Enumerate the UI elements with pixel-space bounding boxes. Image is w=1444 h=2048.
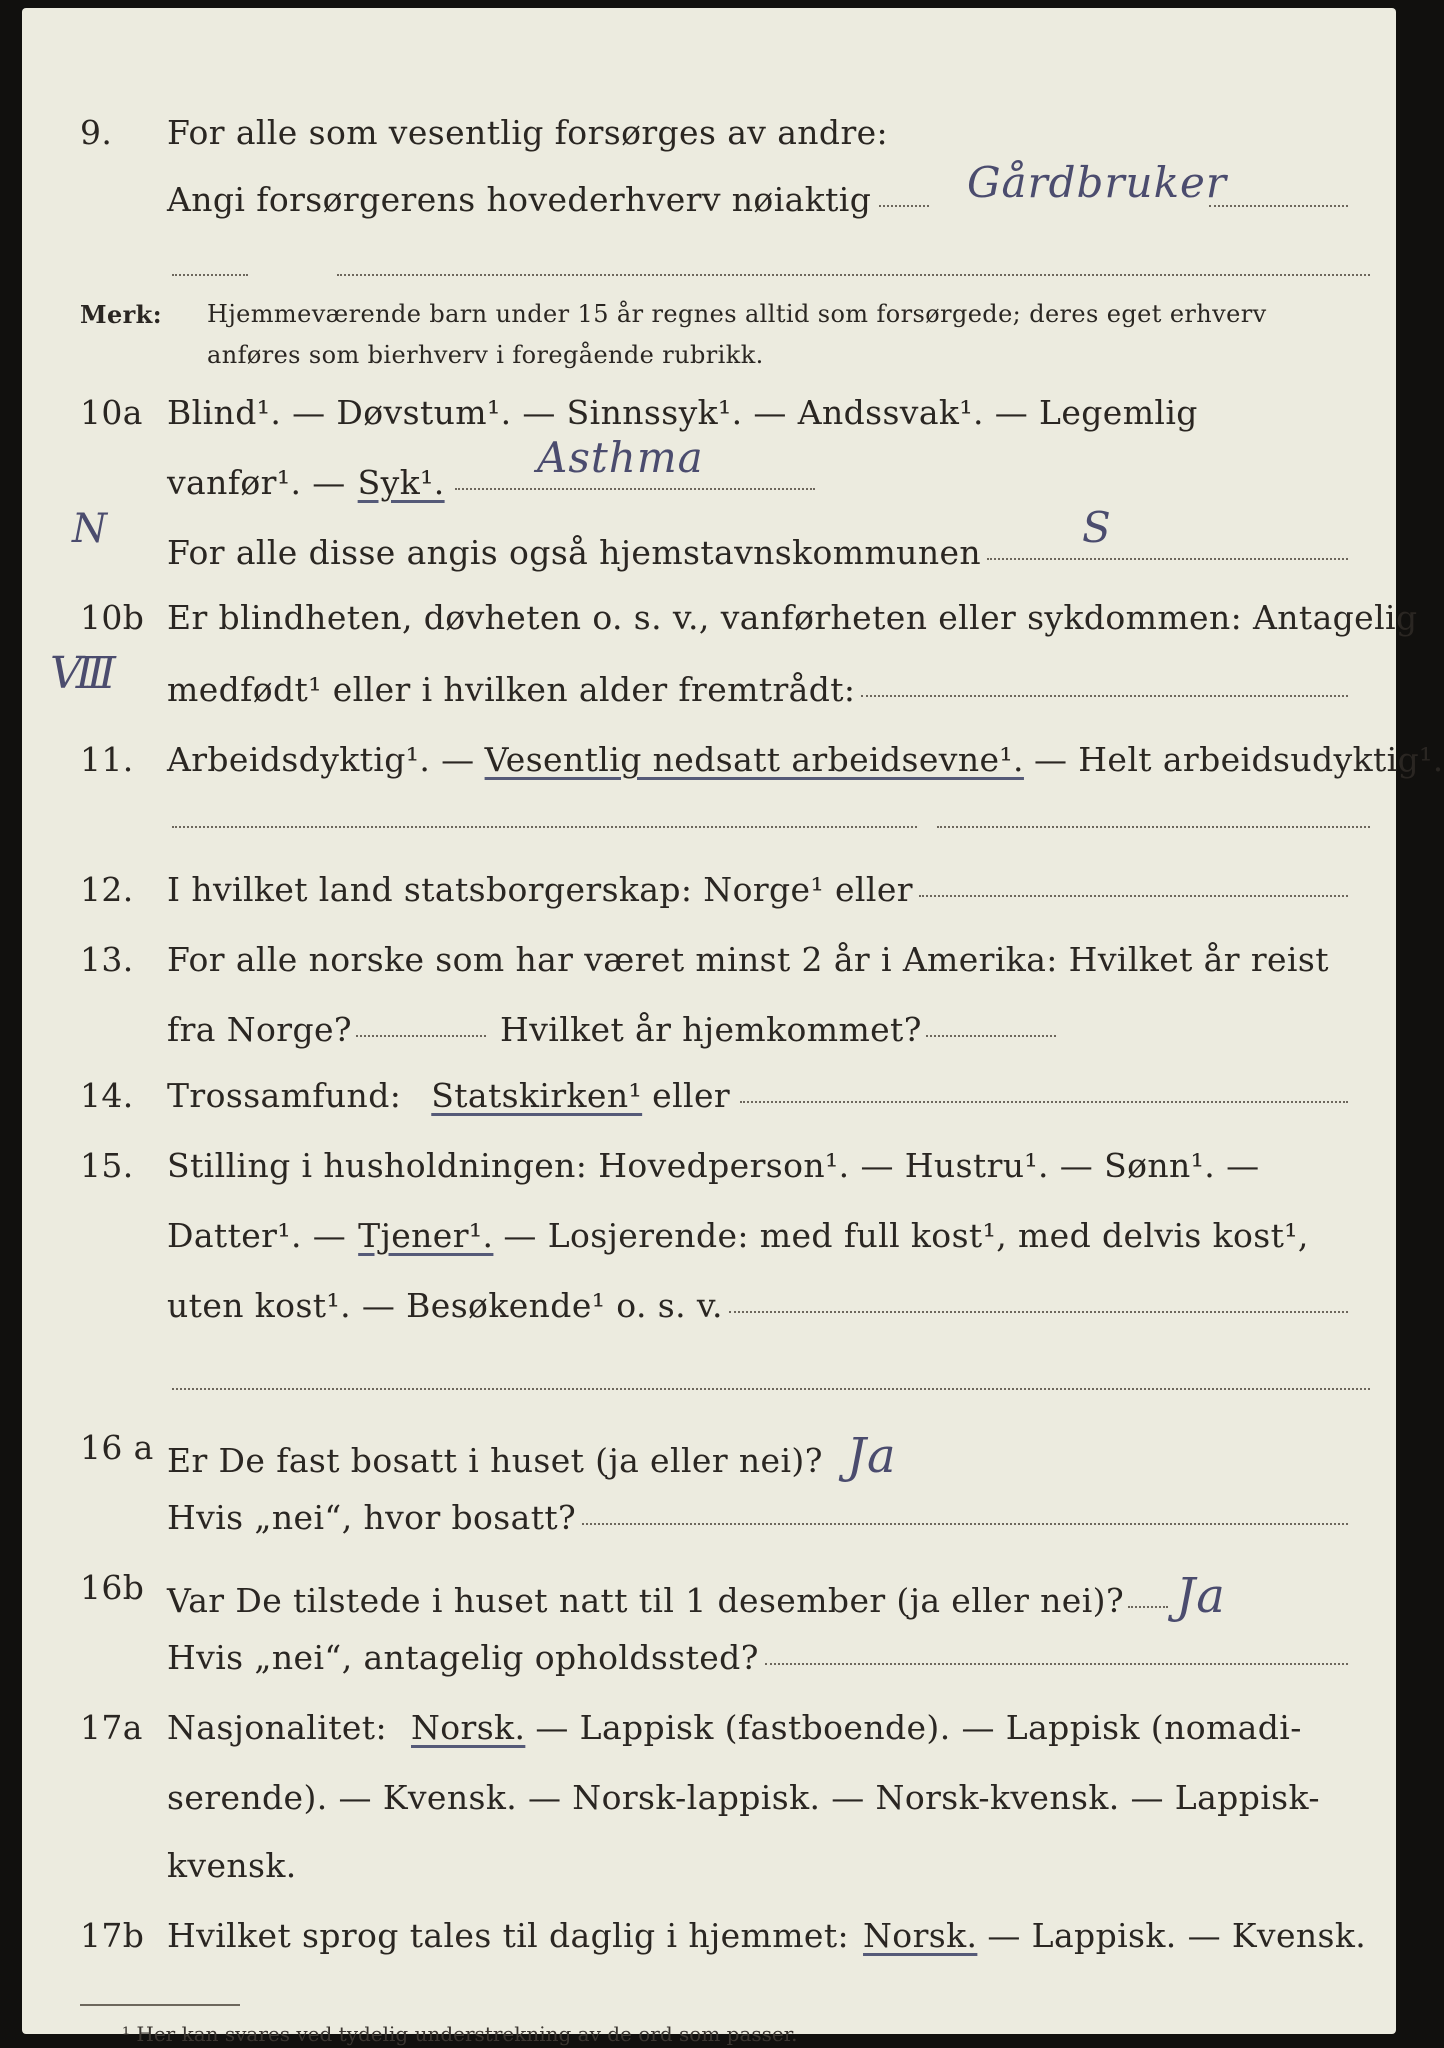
q16a-answer-handwritten[interactable]: Ja [846, 1428, 897, 1484]
q9-answer-handwritten[interactable]: Gårdbruker [967, 158, 1227, 207]
q16b-text2: Hvis „nei“, antagelig opholdssted? [167, 1638, 759, 1677]
merk-text1: Hjemmeværende barn under 15 år regnes alltid som forsørgede; deres eget erhverv [207, 300, 1267, 328]
q15-text1: Stilling i husholdningen: Hovedperson¹. — Hustru¹. — Sønn¹. — [167, 1146, 1260, 1185]
q10b-text2: medfødt¹ eller i hvilken alder fremtrådt: [167, 670, 856, 709]
q14-answer-line [740, 1101, 1348, 1103]
q10a-text1: Blind¹. — Døvstum¹. — Sinnssyk¹. — Andssvak¹. — Legemlig [167, 393, 1198, 432]
q13-text2b: Hvilket år hjemkommet? [500, 1010, 922, 1049]
q15-text3: uten kost¹. — Besøkende¹ o. s. v. [167, 1286, 723, 1325]
q10a-margin-mark: N [72, 506, 108, 552]
q14-number: 14. [80, 1076, 134, 1115]
q12-number: 12. [80, 870, 134, 909]
q9-number: 9. [80, 113, 113, 152]
q11-opt3: — Helt arbeidsudyktig¹. [1033, 740, 1444, 779]
q10a-answer-handwritten[interactable]: Asthma [537, 433, 704, 482]
q17a-norsk-underlined: Norsk. [411, 1708, 526, 1747]
q17b-norsk-underlined: Norsk. [863, 1916, 978, 1955]
q14-prefix: Trossamfund: [167, 1076, 402, 1115]
q15-tjener-underlined: Tjener¹. [358, 1216, 494, 1255]
q14-suffix: eller [652, 1076, 731, 1115]
q10a-number: 10a [80, 393, 143, 432]
q17a-prefix: Nasjonalitet: [167, 1708, 387, 1747]
q13-text2a: fra Norge? [167, 1010, 353, 1049]
merk-text2: anføres som bierhverv i foregående rubrikk. [207, 341, 764, 369]
q16a-number: 16 a [80, 1428, 154, 1467]
q9-text2: Angi forsørgerens hovederhverv nøiaktig [167, 180, 872, 219]
q14-statskirken-underlined: Statskirken¹ [431, 1076, 643, 1115]
q17b-number: 17b [80, 1916, 145, 1955]
q9-dotted-fill [879, 205, 929, 207]
q16a-answer-line [582, 1523, 1348, 1525]
census-form-page [22, 8, 1444, 2046]
q11-continuation-dots-b [937, 826, 1370, 828]
q16b-number: 16b [80, 1568, 145, 1607]
q17b-suffix: — Lappisk. — Kvensk. [987, 1916, 1367, 1955]
q15-text2a: Datter¹. — [167, 1216, 347, 1255]
q13-hjemkommet-line [926, 1035, 1056, 1037]
q15-number: 15. [80, 1146, 134, 1185]
q9-answer-line [1209, 205, 1348, 207]
q16b-answer-handwritten[interactable]: Ja [1176, 1568, 1226, 1624]
q13-text1: For alle norske som har været minst 2 år i Amerika: Hvilket år reist [167, 940, 1329, 979]
q11-number: 11. [80, 740, 134, 779]
q13-reist-line [356, 1035, 486, 1037]
q10b-text1: Er blindheten, døvheten o. s. v., vanførheten eller sykdommen: Antagelig [167, 598, 1418, 637]
q11-continuation-dots-a [172, 826, 917, 828]
q17a-text1-rest: — Lappisk (fastboende). — Lappisk (nomadi- [535, 1708, 1302, 1747]
q16a-text2: Hvis „nei“, hvor bosatt? [167, 1498, 577, 1537]
q10b-margin-mark: VIII [50, 648, 110, 699]
q11-opt1: Arbeidsdyktig¹. — [167, 740, 475, 779]
q16a-text1: Er De fast bosatt i huset (ja eller nei)? [167, 1441, 823, 1480]
q10a-syk-underlined: Syk¹. [357, 463, 445, 502]
q10a-text3: For alle disse angis også hjemstavnskommunen [167, 533, 982, 572]
q17b-prefix: Hvilket sprog tales til daglig i hjemmet: [167, 1916, 850, 1955]
q12-answer-line [919, 895, 1348, 897]
q9-text1: For alle som vesentlig forsørges av andre: [167, 113, 889, 152]
q9-continuation-dots-b [337, 274, 1370, 276]
q15-continuation-dots [172, 1388, 1370, 1390]
q16b-text1: Var De tilstede i huset natt til 1 desember (ja eller nei)? [167, 1581, 1125, 1620]
q16b-answer-dots [1128, 1606, 1168, 1608]
q10a-text2-prefix: vanfør¹. — [167, 463, 346, 502]
q10a-kommune-handwritten[interactable]: S [1082, 503, 1112, 552]
q15-answer-line [729, 1311, 1348, 1313]
merk-label: Merk: [80, 300, 162, 329]
q10a-kommune-line [987, 558, 1348, 560]
footnote: ¹ Her kan svares ved tydelig understrekning av de ord som passer. [122, 2022, 798, 2046]
q10a-answer-line [455, 488, 815, 490]
q17a-text2: serende). — Kvensk. — Norsk-lappisk. — Norsk-kvensk. — Lappisk- [167, 1778, 1320, 1817]
q15-text2b: — Losjerende: med full kost¹, med delvis kost¹, [503, 1216, 1309, 1255]
q17a-number: 17a [80, 1708, 143, 1747]
q16b-answer-line [765, 1663, 1348, 1665]
q17a-text3: kvensk. [167, 1846, 297, 1885]
q13-number: 13. [80, 940, 134, 979]
q10b-answer-line [861, 695, 1348, 697]
q10b-number: 10b [80, 598, 145, 637]
q12-text: I hvilket land statsborgerskap: Norge¹ eller [167, 870, 913, 909]
footnote-rule [80, 2004, 240, 2006]
q11-opt2-underlined: Vesentlig nedsatt arbeidsevne¹. [484, 740, 1024, 779]
q9-continuation-dots-a [172, 274, 248, 276]
